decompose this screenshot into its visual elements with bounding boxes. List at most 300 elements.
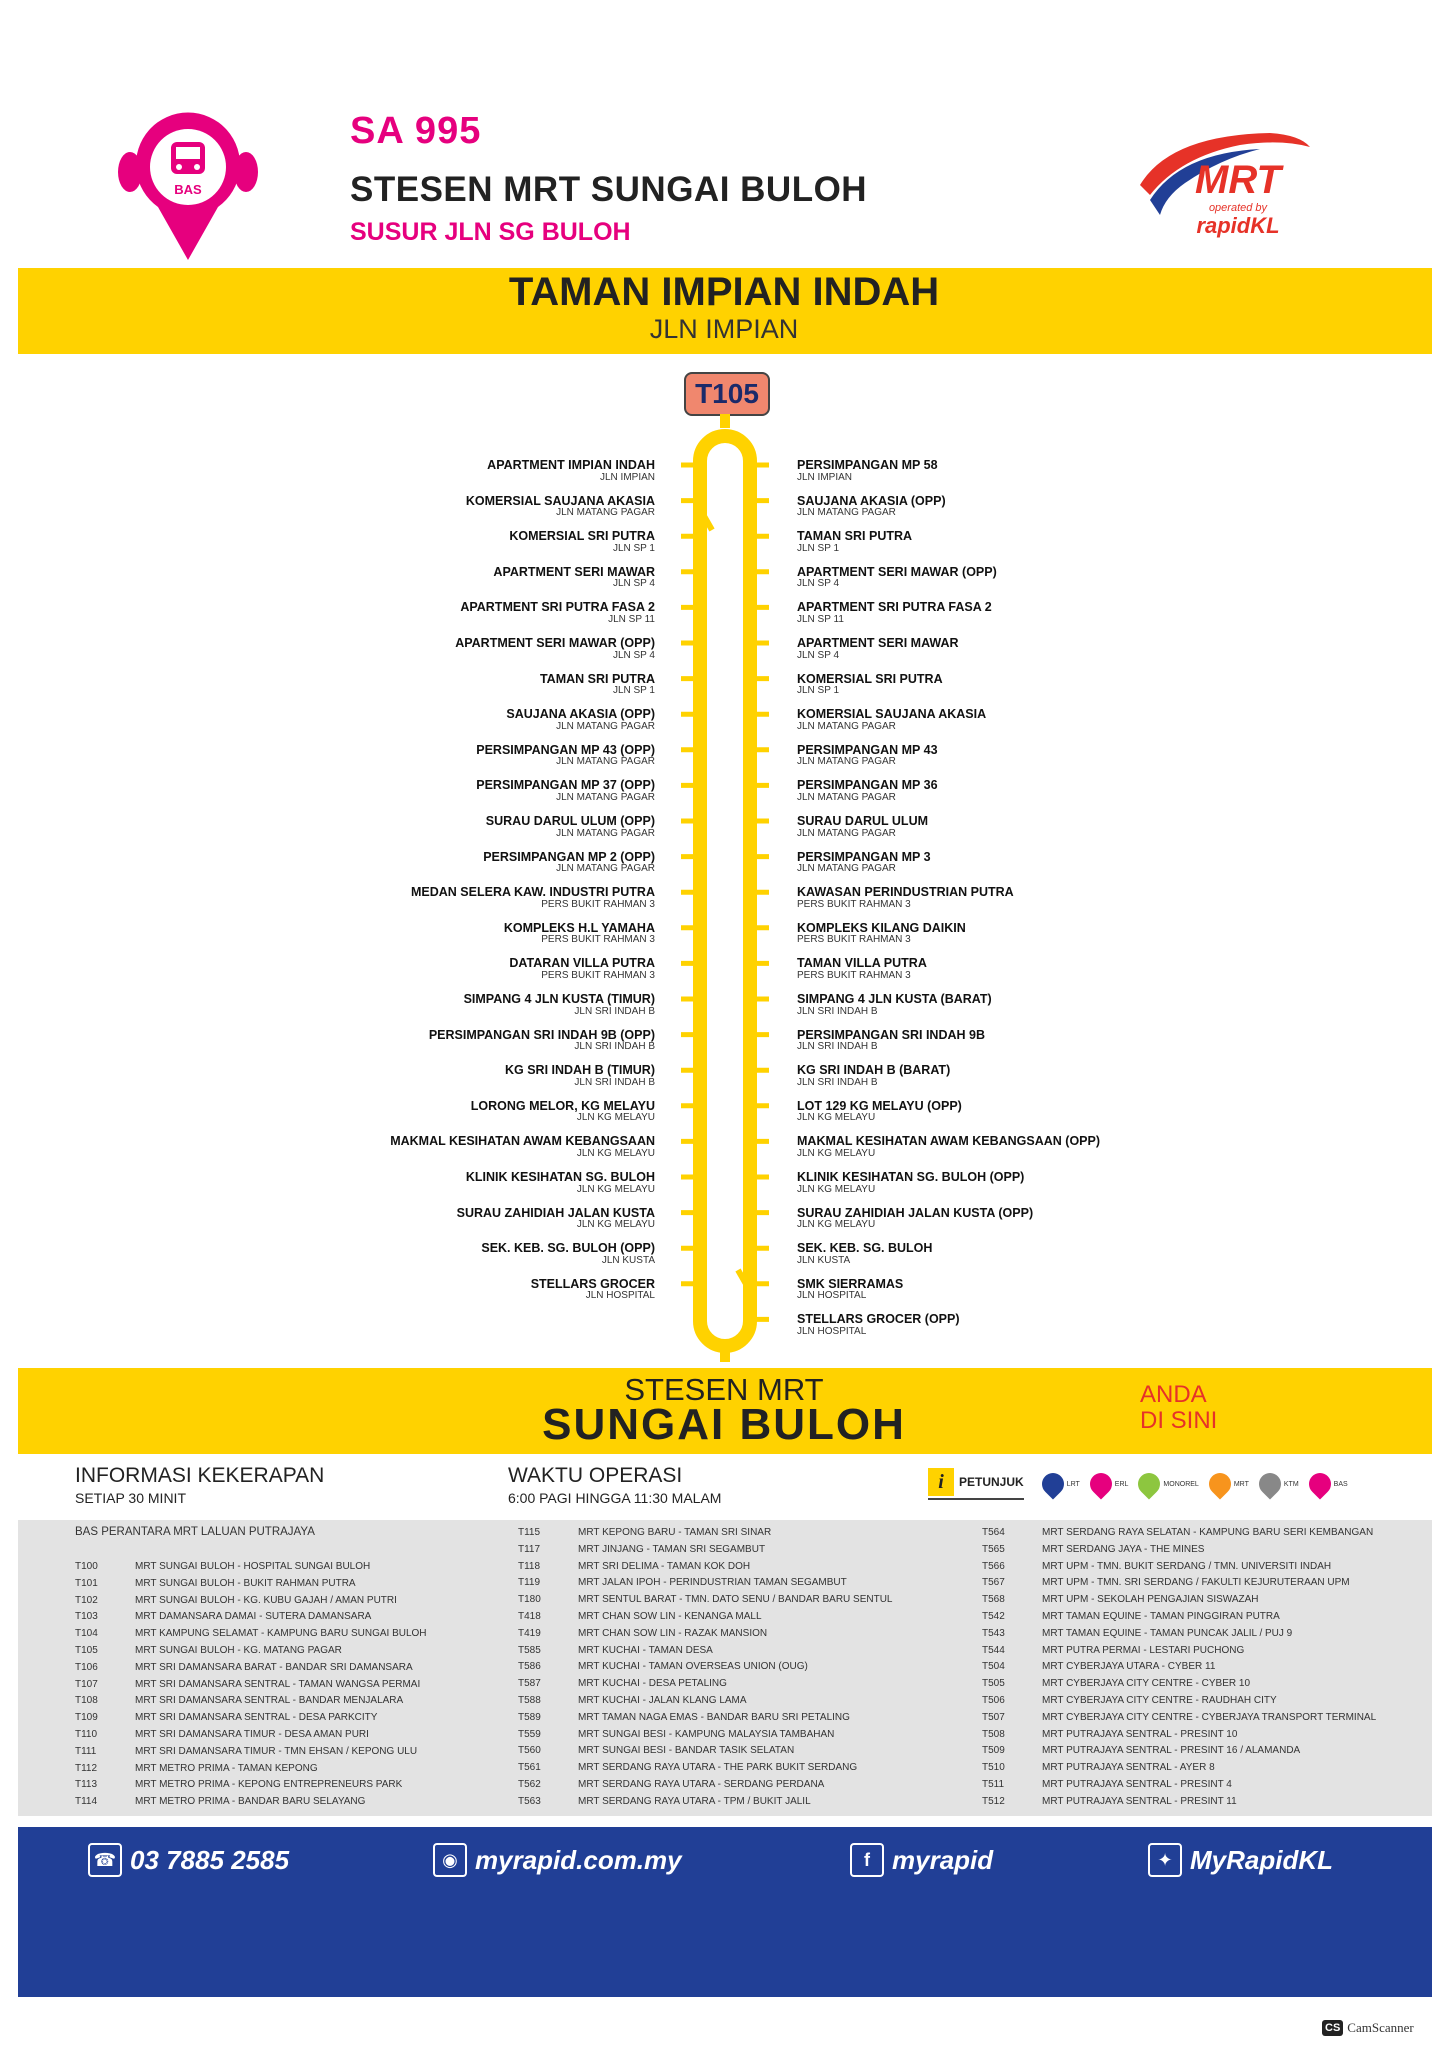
frequency-value: SETIAP 30 MINIT — [75, 1490, 186, 1506]
legend-label: ERL — [1114, 1480, 1129, 1488]
stop-left-11 — [486, 815, 655, 839]
origin-station: STESEN MRT SUNGAI BULOH — [350, 170, 868, 209]
route-code: T586 — [518, 1661, 541, 1673]
route-table-col2 — [518, 1527, 893, 1813]
stop-road: PERS BUKIT RAHMAN 3 — [797, 898, 911, 910]
stop-road: JLN MATANG PAGAR — [797, 720, 896, 732]
stop-name: KOMERSIAL SAUJANA AKASIA — [797, 707, 987, 722]
route-row — [518, 1729, 893, 1746]
route-row — [75, 1695, 427, 1712]
stop-right-17 — [797, 1029, 985, 1053]
stop-name: LOT 129 KG MELAYU (OPP) — [797, 1098, 962, 1113]
bus-label: BAS — [174, 182, 202, 197]
stop-road: PERS BUKIT RAHMAN 3 — [797, 969, 911, 981]
home-station-line1: STESEN MRT — [624, 1372, 824, 1407]
route-code: T105 — [75, 1644, 98, 1656]
route-row — [982, 1762, 1376, 1779]
website-url: myrapid.com.my — [475, 1844, 682, 1875]
route-desc: MRT CYBERJAYA UTARA - CYBER 11 — [1042, 1661, 1216, 1673]
stop-left-20 — [390, 1135, 655, 1159]
route-code: T510 — [982, 1762, 1005, 1774]
stop-road: JLN MATANG PAGAR — [797, 863, 896, 875]
mrt-logo-brand: rapidKL — [1196, 213, 1280, 238]
route-code: T112 — [75, 1762, 98, 1774]
route-desc: MRT JINJANG - TAMAN SRI SEGAMBUT — [578, 1543, 766, 1555]
route-row — [75, 1779, 427, 1796]
route-row — [982, 1628, 1376, 1645]
route-desc: MRT CYBERJAYA CITY CENTRE - CYBERJAYA TRANSPORT TERMINAL — [1042, 1711, 1377, 1723]
route-row — [518, 1544, 893, 1561]
stop-name: MEDAN SELERA KAW. INDUSTRI PUTRA — [411, 885, 655, 900]
legend-item-ktm — [1259, 1473, 1299, 1495]
stop-road: JLN SRI INDAH B — [574, 1076, 655, 1088]
route-code: T560 — [518, 1745, 541, 1757]
stop-road: JLN HOSPITAL — [797, 1290, 867, 1302]
stop-road: JLN IMPIAN — [797, 471, 853, 483]
route-code: T101 — [75, 1577, 98, 1589]
route-row — [518, 1561, 893, 1578]
legend-item-erl — [1090, 1473, 1129, 1495]
route-desc: MRT SUNGAI BULOH - BUKIT RAHMAN PUTRA — [135, 1577, 356, 1589]
route-code: T109 — [75, 1712, 98, 1724]
legend-items — [1042, 1473, 1348, 1495]
stop-left-8 — [506, 708, 655, 732]
legend-title: PETUNJUK — [959, 1475, 1024, 1489]
stop-right-24 — [797, 1278, 903, 1302]
stop-left-18 — [505, 1064, 655, 1088]
stop-name: DATARAN VILLA PUTRA — [509, 956, 655, 971]
stop-name: STELLARS GROCER (OPP) — [797, 1312, 960, 1327]
stop-left-14 — [504, 922, 655, 946]
stop-road: JLN SP 1 — [612, 542, 655, 554]
stop-road: JLN MATANG PAGAR — [556, 756, 655, 768]
stop-road: JLN MATANG PAGAR — [556, 863, 655, 875]
stop-left-5 — [460, 601, 655, 625]
home-station-line2: SUNGAI BULOH — [542, 1400, 906, 1449]
you-are-here — [1140, 1382, 1217, 1434]
route-code: T542 — [982, 1610, 1005, 1622]
route-desc: MRT PUTRAJAYA SENTRAL - PRESINT 11 — [1042, 1795, 1237, 1807]
route-code: T115 — [518, 1527, 541, 1538]
you-here-line1: ANDA — [1140, 1381, 1207, 1408]
route-code: T589 — [518, 1711, 541, 1723]
stop-name: APARTMENT SERI MAWAR — [493, 564, 655, 579]
route-code: T587 — [518, 1678, 541, 1690]
stop-name: APARTMENT SERI MAWAR (OPP) — [455, 636, 655, 650]
twitter-handle: MyRapidKL — [1190, 1844, 1333, 1875]
legend-label: MRT — [1233, 1480, 1249, 1488]
route-desc: MRT UPM - TMN. SRI SERDANG / FAKULTI KEJURUTERAAN UPM — [1042, 1577, 1350, 1589]
route-code: T117 — [518, 1543, 541, 1555]
route-desc: MRT JALAN IPOH - PERINDUSTRIAN TAMAN SEGAMBUT — [578, 1577, 847, 1589]
stop-right-11 — [797, 815, 928, 839]
stop-road: JLN MATANG PAGAR — [797, 827, 896, 839]
route-row — [518, 1611, 893, 1628]
route-row — [75, 1679, 427, 1696]
route-row — [518, 1645, 893, 1662]
stop-road: JLN KUSTA — [797, 1254, 851, 1266]
route-code: T507 — [982, 1711, 1005, 1723]
stop-name: SURAU ZAHIDIAH JALAN KUSTA (OPP) — [797, 1205, 1034, 1220]
stop-name: KOMERSIAL SRI PUTRA — [509, 529, 655, 544]
route-row — [518, 1628, 893, 1645]
route-desc: MRT TAMAN NAGA EMAS - BANDAR BARU SRI PETALING — [578, 1711, 850, 1723]
transit-pin-icon — [1254, 1468, 1285, 1499]
route-row — [982, 1745, 1376, 1762]
stop-name: KOMPLEKS H.L YAMAHA — [503, 920, 655, 935]
destination-name: TAMAN IMPIAN INDAH — [508, 270, 940, 314]
stop-name: SAUJANA AKASIA (OPP) — [797, 493, 946, 508]
stop-name: APARTMENT SERI MAWAR (OPP) — [797, 564, 997, 579]
phone-number: 03 7885 2585 — [130, 1844, 290, 1875]
stop-road: JLN MATANG PAGAR — [556, 827, 655, 839]
route-code: T544 — [982, 1644, 1005, 1656]
stop-left-12 — [483, 851, 655, 875]
route-desc: MRT SUNGAI BESI - BANDAR TASIK SELATAN — [578, 1745, 795, 1757]
stop-road: JLN MATANG PAGAR — [556, 791, 655, 803]
stop-name: APARTMENT SERI MAWAR — [797, 636, 959, 650]
route-row — [75, 1561, 427, 1578]
stop-road: JLN KG MELAYU — [797, 1112, 876, 1124]
stop-name: PERSIMPANGAN MP 58 — [797, 458, 938, 472]
stop-name: SEK. KEB. SG. BULOH (OPP) — [481, 1241, 655, 1256]
route-code: T505 — [982, 1678, 1005, 1690]
transit-pin-icon — [1037, 1468, 1068, 1499]
route-desc: MRT CYBERJAYA CITY CENTRE - RAUDHAH CITY — [1042, 1694, 1277, 1706]
stop-left-22 — [457, 1207, 655, 1231]
route-row — [518, 1577, 893, 1594]
route-row — [982, 1729, 1376, 1746]
stop-road: JLN SP 4 — [797, 578, 840, 590]
info-icon: i — [928, 1468, 954, 1496]
stop-name: KAWASAN PERINDUSTRIAN PUTRA — [797, 885, 1014, 900]
route-code: T111 — [75, 1745, 97, 1757]
route-table-col3 — [982, 1527, 1376, 1813]
route-code: T100 — [75, 1561, 98, 1572]
route-desc: MRT PUTRAJAYA SENTRAL - PRESINT 4 — [1042, 1778, 1232, 1790]
route-code: T543 — [982, 1627, 1005, 1639]
route-row — [518, 1678, 893, 1695]
stop-road: JLN MATANG PAGAR — [556, 720, 655, 732]
route-row — [75, 1628, 427, 1645]
route-desc: MRT SERDANG JAYA - THE MINES — [1042, 1543, 1205, 1555]
route-code: T508 — [982, 1728, 1005, 1740]
stop-name: KLINIK KESIHATAN SG. BULOH (OPP) — [797, 1170, 1025, 1184]
route-code: T180 — [518, 1594, 541, 1606]
route-desc: MRT METRO PRIMA - TAMAN KEPONG — [135, 1762, 318, 1774]
route-desc: MRT SRI DAMANSARA SENTRAL - BANDAR MENJALARA — [135, 1695, 404, 1707]
route-desc: MRT SERDANG RAYA SELATAN - KAMPUNG BARU SERI KEMBANGAN — [1042, 1527, 1374, 1538]
twitter-icon: ✦ — [1148, 1843, 1182, 1877]
route-code: T504 — [982, 1661, 1005, 1673]
stop-left-2 — [466, 495, 655, 519]
stop-name: SIMPANG 4 JLN KUSTA (TIMUR) — [463, 992, 655, 1006]
stop-road: JLN SP 1 — [612, 685, 655, 697]
route-desc: MRT CYBERJAYA CITY CENTRE - CYBER 10 — [1042, 1678, 1251, 1690]
stop-left-23 — [481, 1242, 655, 1266]
stop-right-19 — [797, 1100, 962, 1124]
stop-road: JLN SRI INDAH B — [797, 1076, 878, 1088]
stop-name: KOMERSIAL SRI PUTRA — [797, 671, 943, 686]
stop-name: STELLARS GROCER — [530, 1276, 655, 1291]
route-row — [982, 1527, 1376, 1544]
route-desc: MRT PUTRAJAYA SENTRAL - AYER 8 — [1042, 1762, 1215, 1774]
route-desc: MRT SUNGAI BESI - KAMPUNG MALAYSIA TAMBAHAN — [578, 1728, 835, 1740]
route-row — [982, 1796, 1376, 1813]
stop-right-6 — [797, 637, 959, 661]
route-row — [982, 1695, 1376, 1712]
route-code: T559 — [518, 1728, 541, 1740]
operation-title: WAKTU OPERASI — [508, 1464, 683, 1487]
route-badge: T105 — [684, 372, 770, 416]
stop-road: JLN SP 1 — [797, 542, 840, 554]
route-code: T588 — [518, 1694, 541, 1706]
route-row — [75, 1712, 427, 1729]
stop-road: JLN SP 4 — [612, 649, 655, 661]
stop-road: JLN KG MELAYU — [576, 1183, 655, 1195]
legend-item-monorel — [1138, 1473, 1198, 1495]
stop-right-22 — [797, 1207, 1033, 1231]
stop-left-6 — [455, 637, 655, 661]
stop-right-13 — [797, 886, 1014, 910]
stop-road: JLN MATANG PAGAR — [797, 756, 896, 768]
stop-left-16 — [464, 993, 655, 1017]
stop-name: MAKMAL KESIHATAN AWAM KEBANGSAAN (OPP) — [797, 1134, 1101, 1149]
route-code: T562 — [518, 1778, 541, 1790]
stop-right-21 — [797, 1171, 1024, 1195]
stop-road: JLN SP 11 — [608, 613, 655, 625]
origin-road: SUSUR JLN SG BULOH — [350, 218, 631, 246]
stop-right-5 — [797, 601, 992, 625]
route-row — [982, 1594, 1376, 1611]
route-row — [75, 1645, 427, 1662]
stop-right-23 — [797, 1242, 932, 1266]
route-code: T509 — [982, 1745, 1005, 1757]
stop-road: PERS BUKIT RAHMAN 3 — [541, 934, 655, 946]
bus-stop-logo — [118, 112, 258, 262]
stop-road: JLN SP 4 — [797, 649, 840, 661]
stop-right-4 — [797, 566, 997, 590]
route-desc: MRT SUNGAI BULOH - HOSPITAL SUNGAI BULOH — [135, 1561, 371, 1572]
stop-left-13 — [411, 886, 655, 910]
legend-label: LRT — [1066, 1480, 1080, 1488]
route-code: T506 — [982, 1694, 1005, 1706]
stop-name: APARTMENT IMPIAN INDAH — [487, 458, 655, 472]
route-row — [518, 1762, 893, 1779]
route-row — [75, 1595, 427, 1612]
footer-phone[interactable] — [88, 1843, 289, 1877]
route-code: T113 — [75, 1779, 98, 1791]
route-desc: MRT SRI DAMANSARA TIMUR - DESA AMAN PURI — [135, 1728, 369, 1740]
route-row — [518, 1712, 893, 1729]
route-desc: MRT SRI DAMANSARA SENTRAL - TAMAN WANGSA PERMAI — [135, 1678, 421, 1690]
transit-pin-icon — [1134, 1468, 1165, 1499]
stop-road: JLN KG MELAYU — [797, 1183, 876, 1195]
route-row — [75, 1763, 427, 1780]
stop-road: JLN SP 4 — [612, 578, 655, 590]
stop-name: PERSIMPANGAN MP 36 — [797, 778, 938, 793]
stop-name: TAMAN SRI PUTRA — [797, 529, 913, 544]
route-row — [518, 1745, 893, 1762]
stop-name: APARTMENT SRI PUTRA FASA 2 — [797, 600, 992, 615]
stop-left-21 — [466, 1171, 655, 1195]
camscanner-badge: CS — [1322, 2020, 1343, 2036]
route-code: T511 — [982, 1778, 1005, 1790]
route-desc: MRT CHAN SOW LIN - KENANGA MALL — [578, 1610, 762, 1622]
phone-icon: ☎ — [88, 1843, 122, 1877]
transit-pin-icon — [1204, 1468, 1235, 1499]
camscanner-watermark — [1322, 2020, 1414, 2036]
route-row — [75, 1662, 427, 1679]
stop-name: PERSIMPANGAN MP 37 (OPP) — [476, 778, 655, 793]
stop-right-14 — [797, 922, 966, 946]
stop-name: PERSIMPANGAN MP 2 (OPP) — [483, 849, 655, 864]
route-desc: MRT PUTRAJAYA SENTRAL - PRESINT 10 — [1042, 1728, 1238, 1740]
route-code: T106 — [75, 1661, 98, 1673]
stop-left-9 — [476, 744, 655, 768]
stop-left-7 — [540, 673, 655, 697]
stop-name: KOMPLEKS KILANG DAIKIN — [797, 920, 966, 935]
stop-left-24 — [531, 1278, 655, 1302]
stop-name: SURAU DARUL ULUM (OPP) — [485, 814, 655, 828]
stop-left-15 — [509, 957, 655, 981]
route-code: T564 — [982, 1527, 1005, 1538]
route-row — [75, 1796, 427, 1813]
route-desc: MRT PUTRAJAYA SENTRAL - PRESINT 16 / ALAMANDA — [1042, 1745, 1301, 1757]
route-desc: MRT SERDANG RAYA UTARA - SERDANG PERDANA — [578, 1778, 825, 1790]
route-code: T567 — [982, 1577, 1005, 1589]
footer-facebook[interactable] — [850, 1843, 993, 1877]
stop-road: JLN SP 11 — [797, 613, 844, 625]
operation-value: 6:00 PAGI HINGGA 11:30 MALAM — [508, 1490, 722, 1506]
stop-name: SEK. KEB. SG. BULOH — [797, 1241, 933, 1256]
route-row — [518, 1661, 893, 1678]
route-row — [518, 1527, 893, 1544]
route-code: T108 — [75, 1695, 98, 1707]
footer-website[interactable] — [433, 1843, 682, 1877]
route-code: T107 — [75, 1678, 98, 1690]
stop-road: JLN KUSTA — [601, 1254, 655, 1266]
route-row — [518, 1779, 893, 1796]
route-desc: MRT SRI DAMANSARA BARAT - BANDAR SRI DAMANSARA — [135, 1661, 413, 1673]
stop-right-18 — [797, 1064, 950, 1088]
stop-right-3 — [797, 530, 912, 554]
stop-left-10 — [476, 779, 655, 803]
legend-label: KTM — [1283, 1480, 1299, 1488]
stop-left-3 — [509, 530, 655, 554]
route-row — [982, 1561, 1376, 1578]
route-row — [982, 1779, 1376, 1796]
route-desc: MRT KUCHAI - TAMAN OVERSEAS UNION (OUG) — [578, 1661, 808, 1673]
route-desc: MRT SENTUL BARAT - TMN. DATO SENU / BANDAR BARU SENTUL — [578, 1594, 893, 1606]
route-code: T102 — [75, 1594, 98, 1606]
route-code: T110 — [75, 1728, 98, 1740]
route-desc: MRT CHAN SOW LIN - RAZAK MANSION — [578, 1627, 768, 1639]
route-desc: MRT KEPONG BARU - TAMAN SRI SINAR — [578, 1527, 772, 1538]
stop-name: SIMPANG 4 JLN KUSTA (BARAT) — [797, 992, 992, 1006]
frequency-title: INFORMASI KEKERAPAN — [75, 1464, 325, 1487]
stop-left-1 — [487, 459, 655, 483]
route-desc: MRT UPM - SEKOLAH PENGAJIAN SISWAZAH — [1042, 1594, 1259, 1606]
mrt-logo-operated: operated by — [1208, 202, 1268, 214]
stop-name: KLINIK KESIHATAN SG. BULOH — [465, 1170, 655, 1184]
route-row — [982, 1611, 1376, 1628]
legend-label: MONOREL — [1163, 1480, 1199, 1488]
globe-icon: ◉ — [433, 1843, 467, 1877]
stop-right-20 — [797, 1135, 1100, 1159]
route-code: T566 — [982, 1560, 1005, 1572]
stop-road: PERS BUKIT RAHMAN 3 — [541, 969, 655, 981]
stop-name: PERSIMPANGAN SRI INDAH 9B — [797, 1027, 985, 1042]
stop-name: LORONG MELOR, KG MELAYU — [470, 1098, 655, 1113]
stop-road: PERS BUKIT RAHMAN 3 — [541, 898, 655, 910]
route-row — [518, 1796, 893, 1813]
stop-name: PERSIMPANGAN MP 43 (OPP) — [476, 742, 655, 757]
route-desc: MRT UPM - TMN. BUKIT SERDANG / TMN. UNIVERSITI INDAH — [1042, 1560, 1332, 1572]
stop-name: APARTMENT SRI PUTRA FASA 2 — [460, 600, 655, 615]
stop-right-12 — [797, 851, 931, 875]
stop-road: JLN SRI INDAH B — [574, 1005, 655, 1017]
you-here-line2: DI SINI — [1140, 1407, 1218, 1434]
route-code: T563 — [518, 1795, 541, 1807]
route-row — [982, 1678, 1376, 1695]
transit-pin-icon — [1304, 1468, 1335, 1499]
route-desc: MRT PUTRA PERMAI - LESTARI PUCHONG — [1042, 1644, 1245, 1656]
stop-road: PERS BUKIT RAHMAN 3 — [797, 934, 911, 946]
route-table-col1 — [75, 1561, 427, 1813]
route-row — [982, 1712, 1376, 1729]
route-code: T561 — [518, 1762, 541, 1774]
route-code: T419 — [518, 1627, 541, 1639]
mrt-logo-text: MRT — [1195, 158, 1281, 202]
stop-left-17 — [429, 1029, 655, 1053]
stop-road: JLN IMPIAN — [599, 471, 655, 483]
route-desc: MRT SUNGAI BULOH - KG. KUBU GAJAH / AMAN PUTRI — [135, 1594, 397, 1606]
route-code: T118 — [518, 1560, 541, 1572]
stop-right-25 — [797, 1313, 960, 1337]
legend-item-bas — [1309, 1473, 1348, 1495]
route-desc: MRT SRI DELIMA - TAMAN KOK DOH — [578, 1560, 751, 1572]
stop-name: SURAU DARUL ULUM — [797, 814, 929, 828]
route-row — [982, 1544, 1376, 1561]
route-desc: MRT TAMAN EQUINE - TAMAN PINGGIRAN PUTRA — [1042, 1610, 1280, 1622]
route-number: SA 995 — [350, 110, 482, 152]
stop-name: TAMAN SRI PUTRA — [539, 671, 655, 686]
facebook-handle: myrapid — [892, 1844, 994, 1875]
route-row — [518, 1594, 893, 1611]
route-row — [75, 1746, 427, 1763]
stop-road: JLN SRI INDAH B — [797, 1005, 878, 1017]
legend-item-lrt — [1042, 1473, 1080, 1495]
stop-name: KOMERSIAL SAUJANA AKASIA — [465, 493, 655, 508]
stop-road: JLN KG MELAYU — [576, 1147, 655, 1159]
route-desc: MRT DAMANSARA DAMAI - SUTERA DAMANSARA — [135, 1611, 372, 1623]
stop-right-10 — [797, 779, 938, 803]
stop-road: JLN HOSPITAL — [797, 1325, 867, 1337]
facebook-icon: f — [850, 1843, 884, 1877]
stop-road: JLN SRI INDAH B — [574, 1041, 655, 1053]
ticks-right — [749, 465, 769, 1319]
stop-right-7 — [797, 673, 943, 697]
stop-road: JLN KG MELAYU — [797, 1147, 876, 1159]
route-desc: MRT TAMAN EQUINE - TAMAN PUNCAK JALIL / PUJ 9 — [1042, 1627, 1293, 1639]
stop-name: SMK SIERRAMAS — [797, 1276, 904, 1291]
route-code: T565 — [982, 1543, 1005, 1555]
stop-name: PERSIMPANGAN MP 43 — [797, 742, 938, 757]
route-code: T512 — [982, 1795, 1005, 1807]
footer-twitter[interactable] — [1148, 1843, 1333, 1877]
stop-name: MAKMAL KESIHATAN AWAM KEBANGSAAN — [390, 1134, 655, 1149]
